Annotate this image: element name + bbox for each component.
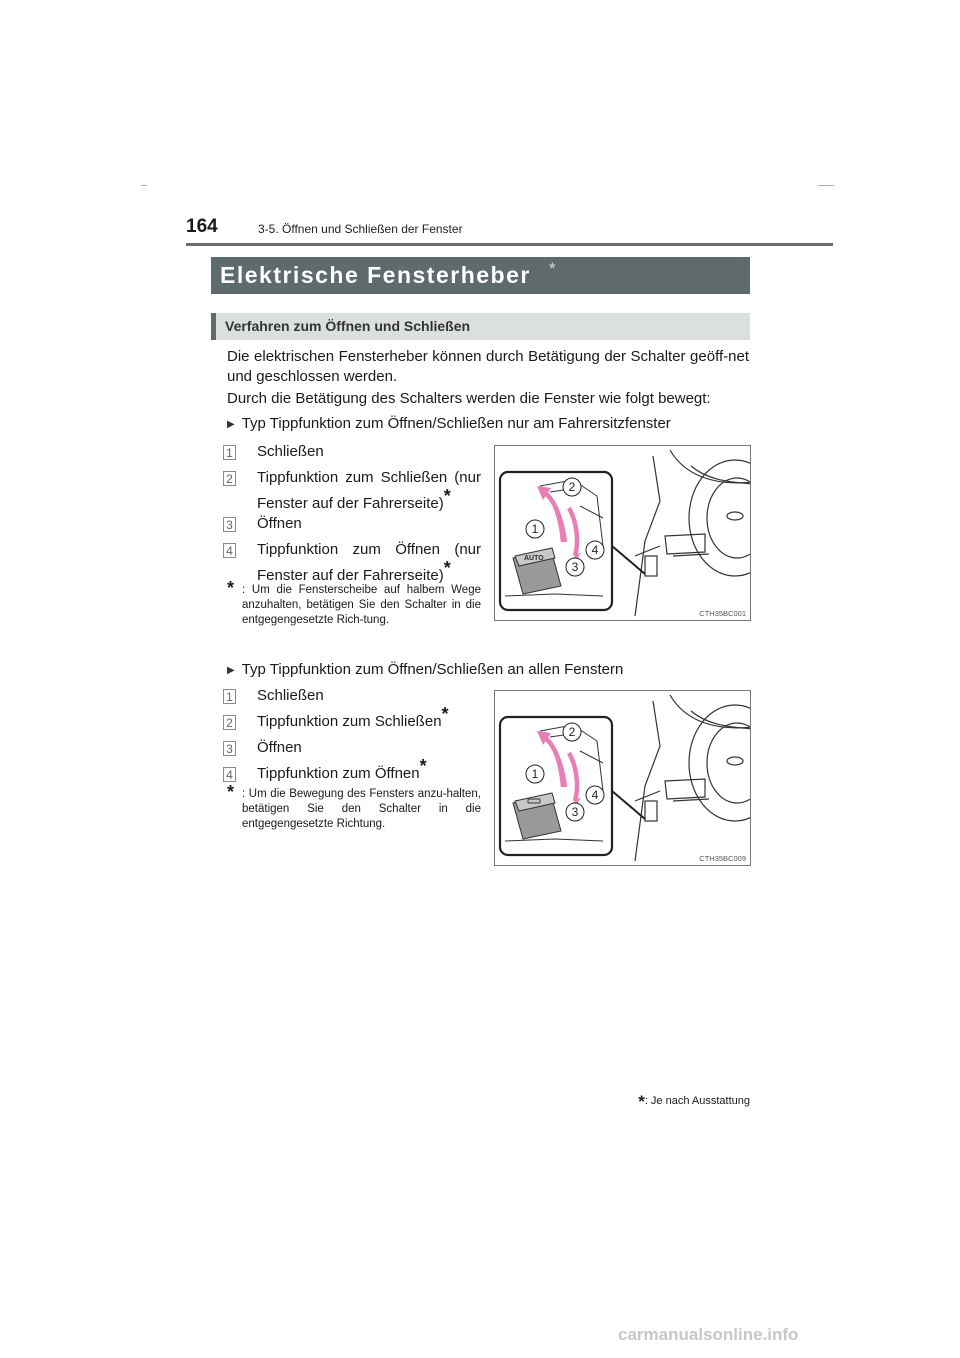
triangle-bullet-icon: ▶ <box>227 665 235 676</box>
list-item <box>257 756 481 787</box>
page-title: Elektrische Fensterheber <box>220 262 531 288</box>
callout-1: 1 <box>531 767 539 781</box>
item-text: Öffnen <box>257 515 302 532</box>
callout-2: 2 <box>568 480 576 494</box>
callout-4: 4 <box>591 543 599 557</box>
list-item <box>257 465 481 517</box>
footnote-text: : Je nach Ausstattung <box>644 1095 750 1107</box>
figure-all-switch <box>494 690 751 866</box>
subheading-bar <box>211 313 750 340</box>
switch-illustration <box>495 691 751 866</box>
list-item <box>257 735 481 761</box>
auto-label: AUTO <box>524 555 544 562</box>
note-text: : Um die Bewegung des Fensters anzu-halten, betätigen Sie den Schalter in die entgegengesetzte Richtung. <box>242 788 481 830</box>
item-text: Tippfunktion zum Schließen <box>257 713 442 730</box>
bullet-heading-1 <box>227 415 671 432</box>
asterisk-mark: * <box>638 1092 645 1111</box>
callout-1: 1 <box>531 522 539 536</box>
triangle-bullet-icon: ▶ <box>227 419 235 430</box>
item-number: 2 <box>223 715 236 730</box>
bullet-heading-2 <box>227 661 623 678</box>
list-item <box>257 439 481 465</box>
footnote-note-1 <box>227 578 481 628</box>
bullet-text: Typ Tippfunktion zum Öffnen/Schließen an allen Fenstern <box>241 661 624 678</box>
callout-4: 4 <box>591 788 599 802</box>
asterisk-mark: * <box>443 486 451 506</box>
figure-code: CTH35BC009 <box>699 854 746 863</box>
item-number: 3 <box>223 741 236 756</box>
item-text: Tippfunktion zum Öffnen <box>257 765 420 782</box>
asterisk-mark: * <box>227 782 235 802</box>
figure-driver-switch <box>494 445 751 621</box>
item-number: 2 <box>223 471 236 486</box>
item-number: 1 <box>223 445 236 460</box>
title-bar <box>211 257 750 294</box>
watermark: carmanualsonline.info <box>618 1325 799 1344</box>
callout-2: 2 <box>568 725 576 739</box>
intro-paragraph-2: Durch die Betätigung des Schalters werden die Fenster wie folgt bewegt: <box>227 390 711 407</box>
item-number: 3 <box>223 517 236 532</box>
switch-illustration <box>495 446 751 621</box>
note-text: : Um die Fensterscheibe auf halbem Wege anzuhalten, betätigen Sie den Schalter in die entgegengesetzte Rich-tung. <box>242 584 481 626</box>
intro-paragraph: Die elektrischen Fensterheber können durch Betätigung der Schalter geöff-net und geschlossen werden. <box>227 348 749 385</box>
item-text: Tippfunktion zum Öffnen (nur Fenster auf der Fahrerseite) <box>257 541 481 584</box>
asterisk-mark: * <box>419 756 427 776</box>
item-text: Schließen <box>257 443 324 460</box>
item-text: Tippfunktion zum Schließen (nur Fenster auf der Fahrerseite) <box>257 469 481 512</box>
callout-3: 3 <box>571 805 579 819</box>
item-text: Öffnen <box>257 739 302 756</box>
crop-mark-right <box>818 185 834 186</box>
list-item <box>257 537 481 589</box>
asterisk-mark: * <box>443 558 451 578</box>
subheading: Verfahren zum Öffnen und Schließen <box>225 318 471 334</box>
figure-code: CTH35BC001 <box>699 609 746 618</box>
item-number: 4 <box>223 543 236 558</box>
item-text: Schließen <box>257 687 324 704</box>
title-asterisk: * <box>549 259 556 278</box>
item-number: 1 <box>223 689 236 704</box>
page-footnote <box>638 1089 750 1109</box>
running-header: 3-5. Öffnen und Schließen der Fenster <box>258 222 463 236</box>
list-item <box>257 704 481 735</box>
callout-3: 3 <box>571 560 579 574</box>
asterisk-mark: * <box>441 704 449 724</box>
bullet-text: Typ Tippfunktion zum Öffnen/Schließen nur am Fahrersitzfenster <box>241 415 671 432</box>
item-number: 4 <box>223 767 236 782</box>
header-rule <box>186 243 833 246</box>
footnote-note-2 <box>227 782 481 832</box>
crop-mark-left <box>141 185 147 186</box>
page-number: 164 <box>186 216 218 237</box>
asterisk-mark: * <box>227 578 235 598</box>
list-item <box>257 511 481 537</box>
